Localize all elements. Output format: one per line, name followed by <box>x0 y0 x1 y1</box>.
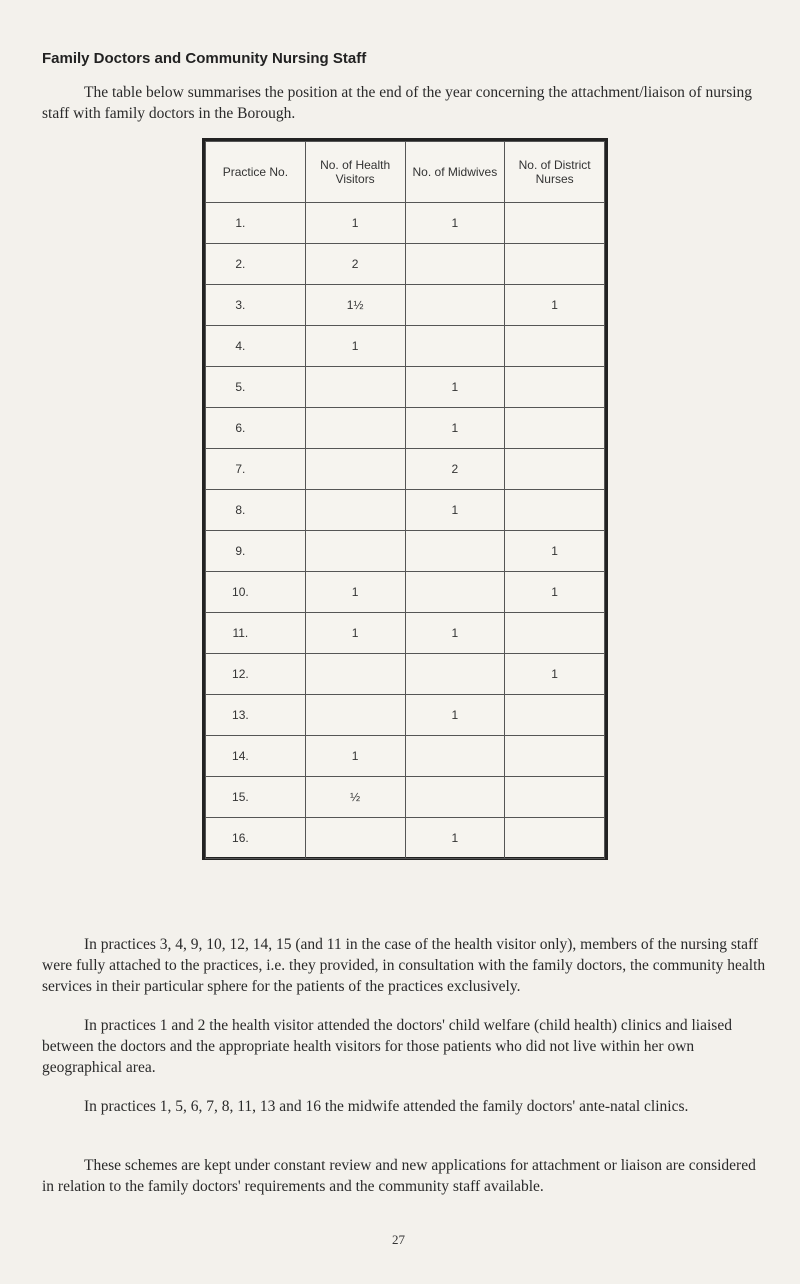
district-nurses-cell <box>505 818 605 859</box>
midwives-cell: 1 <box>405 613 505 654</box>
table-row <box>206 449 605 490</box>
midwives-cell <box>405 531 505 572</box>
table-header-row <box>206 142 605 203</box>
health-visitors-cell: 1 <box>305 613 405 654</box>
paragraph-health-visitor-liaison: In practices 1 and 2 the health visitor attended the doctors' child welfare (child health) clinics and liaised between the doctors and the appropriate health visitors for those patients who did not live within her own geographical area. <box>42 1017 732 1076</box>
midwives-cell: 1 <box>405 818 505 859</box>
midwives-cell <box>405 326 505 367</box>
health-visitors-cell <box>305 490 405 531</box>
page-number: 27 <box>392 1232 405 1247</box>
district-nurses-cell <box>505 736 605 777</box>
midwives-cell <box>405 244 505 285</box>
table-row <box>206 613 605 654</box>
district-nurses-cell <box>505 367 605 408</box>
midwives-cell <box>405 572 505 613</box>
practice-no-cell: 12. <box>206 654 306 695</box>
health-visitors-cell: 1 <box>305 203 405 244</box>
district-nurses-cell <box>505 777 605 818</box>
practice-no-cell: 15. <box>206 777 306 818</box>
table-row <box>206 736 605 777</box>
practice-no-cell: 1. <box>206 203 306 244</box>
table-row <box>206 572 605 613</box>
header-health-visitors: No. of Health Visitors <box>305 142 405 203</box>
intro-paragraph: The table below summarises the position at the end of the year concerning the attachment/liaison of nursing staff with family doctors in the Borough. <box>42 84 753 122</box>
health-visitors-cell <box>305 531 405 572</box>
paragraph-full-attachment: In practices 3, 4, 9, 10, 12, 14, 15 (and 11 in the case of the health visitor only), members of the nursing staff were fully attached to the practices, i.e. they provided, in consultation with the family doctors, the community health services in their particular sphere for the patients of the practices exclusively. <box>42 936 766 995</box>
practice-no-cell: 7. <box>206 449 306 490</box>
midwives-cell: 2 <box>405 449 505 490</box>
practice-no-cell: 11. <box>206 613 306 654</box>
table-row <box>206 244 605 285</box>
paragraph-midwife-clinics: In practices 1, 5, 6, 7, 8, 11, 13 and 16 the midwife attended the family doctors' ante-natal clinics. <box>84 1098 689 1115</box>
header-midwives: No. of Midwives <box>405 142 505 203</box>
practice-no-cell: 16. <box>206 818 306 859</box>
practice-no-cell: 3. <box>206 285 306 326</box>
staff-table <box>205 141 605 859</box>
table-row <box>206 695 605 736</box>
midwives-cell: 1 <box>405 408 505 449</box>
district-nurses-cell <box>505 449 605 490</box>
midwives-cell <box>405 285 505 326</box>
practice-no-cell: 6. <box>206 408 306 449</box>
health-visitors-cell <box>305 449 405 490</box>
district-nurses-cell <box>505 244 605 285</box>
health-visitors-cell <box>305 695 405 736</box>
midwives-cell: 1 <box>405 695 505 736</box>
table-row <box>206 326 605 367</box>
table-row <box>206 777 605 818</box>
health-visitors-cell: 1 <box>305 736 405 777</box>
practice-no-cell: 5. <box>206 367 306 408</box>
practice-no-cell: 13. <box>206 695 306 736</box>
district-nurses-cell: 1 <box>505 654 605 695</box>
district-nurses-cell <box>505 408 605 449</box>
table-row <box>206 203 605 244</box>
health-visitors-cell <box>305 818 405 859</box>
header-district-nurses: No. of District Nurses <box>505 142 605 203</box>
midwives-cell <box>405 654 505 695</box>
district-nurses-cell <box>505 695 605 736</box>
staff-table-frame <box>202 138 608 860</box>
practice-no-cell: 9. <box>206 531 306 572</box>
health-visitors-cell: ½ <box>305 777 405 818</box>
table-row <box>206 285 605 326</box>
table-row <box>206 490 605 531</box>
district-nurses-cell: 1 <box>505 531 605 572</box>
table-row <box>206 408 605 449</box>
health-visitors-cell: 2 <box>305 244 405 285</box>
health-visitors-cell <box>305 654 405 695</box>
midwives-cell <box>405 736 505 777</box>
midwives-cell: 1 <box>405 367 505 408</box>
table-row <box>206 531 605 572</box>
table-row <box>206 367 605 408</box>
health-visitors-cell <box>305 367 405 408</box>
practice-no-cell: 14. <box>206 736 306 777</box>
midwives-cell <box>405 777 505 818</box>
health-visitors-cell: 1 <box>305 326 405 367</box>
district-nurses-cell <box>505 613 605 654</box>
table-row <box>206 818 605 859</box>
district-nurses-cell <box>505 490 605 531</box>
midwives-cell: 1 <box>405 490 505 531</box>
section-heading: Family Doctors and Community Nursing Staff <box>42 50 367 67</box>
district-nurses-cell <box>505 326 605 367</box>
health-visitors-cell <box>305 408 405 449</box>
district-nurses-cell: 1 <box>505 572 605 613</box>
health-visitors-cell: 1½ <box>305 285 405 326</box>
practice-no-cell: 8. <box>206 490 306 531</box>
header-practice-no: Practice No. <box>206 142 306 203</box>
practice-no-cell: 10. <box>206 572 306 613</box>
practice-no-cell: 2. <box>206 244 306 285</box>
district-nurses-cell <box>505 203 605 244</box>
health-visitors-cell: 1 <box>305 572 405 613</box>
table-row <box>206 654 605 695</box>
district-nurses-cell: 1 <box>505 285 605 326</box>
practice-no-cell: 4. <box>206 326 306 367</box>
paragraph-review: These schemes are kept under constant review and new applications for attachment or liaison are considered in relation to the family doctors' requirements and the community staff available. <box>42 1157 756 1195</box>
midwives-cell: 1 <box>405 203 505 244</box>
